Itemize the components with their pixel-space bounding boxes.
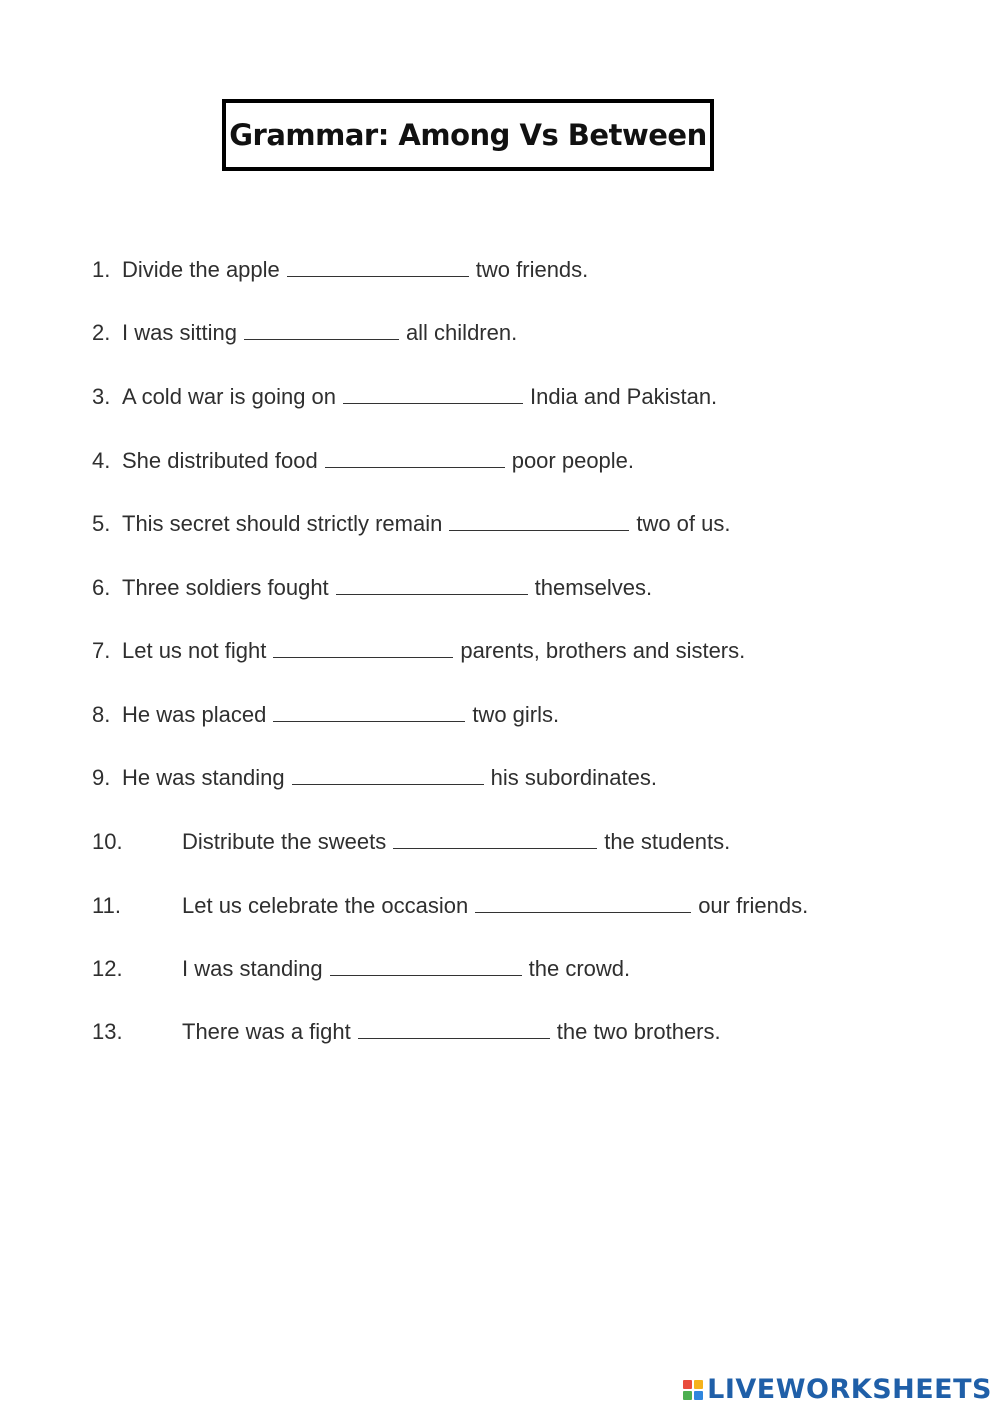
question-number: 6. (92, 575, 111, 600)
question-number: 2. (92, 320, 111, 345)
question-text-before: I was standing (182, 956, 323, 981)
question-text-after: all children. (405, 320, 518, 345)
liveworksheets-logo-icon (683, 1380, 703, 1400)
answer-blank[interactable] (292, 762, 484, 785)
question-text-after: the crowd. (528, 956, 631, 981)
question-5 (92, 508, 730, 540)
question-number: 8. (92, 702, 111, 727)
question-text-before: She distributed food (122, 448, 318, 473)
answer-blank[interactable] (244, 317, 399, 340)
question-text-after: our friends. (698, 893, 809, 918)
question-4 (92, 445, 634, 477)
question-text-before: There was a fight (182, 1019, 351, 1044)
question-text-after: his subordinates. (490, 765, 657, 790)
question-text-after: two girls. (472, 702, 560, 727)
question-11 (92, 890, 808, 922)
question-number: 13. (92, 1019, 123, 1044)
question-number: 3. (92, 384, 111, 409)
answer-blank[interactable] (273, 635, 453, 658)
answer-blank[interactable] (330, 953, 522, 976)
question-number: 10. (92, 829, 123, 854)
question-number: 11. (92, 893, 121, 918)
question-13 (92, 1016, 721, 1048)
answer-blank[interactable] (393, 826, 597, 849)
liveworksheets-logo (683, 1374, 992, 1405)
answer-blank[interactable] (343, 381, 523, 404)
answer-blank[interactable] (475, 890, 691, 913)
question-text-after: two of us. (636, 511, 731, 536)
question-text-after: themselves. (534, 575, 653, 600)
answer-blank[interactable] (273, 699, 465, 722)
question-8 (92, 699, 559, 731)
title-box (222, 99, 714, 171)
question-9 (92, 762, 657, 794)
answer-blank[interactable] (358, 1016, 550, 1039)
question-text-before: Divide the apple (122, 257, 280, 282)
question-number: 12. (92, 956, 123, 981)
question-text-after: the students. (604, 829, 731, 854)
question-text-before: Three soldiers fought (122, 575, 329, 600)
question-text-after: parents, brothers and sisters. (460, 638, 746, 663)
question-text-before: This secret should strictly remain (122, 511, 443, 536)
question-text-before: Distribute the sweets (182, 829, 387, 854)
answer-blank[interactable] (336, 572, 528, 595)
question-text-before: He was placed (122, 702, 267, 727)
question-text-after: poor people. (511, 448, 635, 473)
question-3 (92, 381, 717, 413)
worksheet-title: Grammar: Among Vs Between (229, 118, 707, 152)
question-text-before: A cold war is going on (122, 384, 337, 409)
question-text-before: Let us celebrate the occasion (182, 893, 469, 918)
question-text-before: I was sitting (122, 320, 237, 345)
question-number: 7. (92, 638, 111, 663)
question-text-after: two friends. (475, 257, 589, 282)
question-10 (92, 826, 730, 858)
question-12 (92, 953, 630, 985)
answer-blank[interactable] (287, 254, 469, 277)
question-number: 9. (92, 765, 111, 790)
question-text-after: India and Pakistan. (530, 384, 718, 409)
question-1 (92, 254, 588, 286)
question-number: 4. (92, 448, 111, 473)
question-number: 5. (92, 511, 111, 536)
question-text-before: Let us not fight (122, 638, 267, 663)
question-2 (92, 317, 517, 349)
answer-blank[interactable] (449, 508, 629, 531)
logo-text: LIVEWORKSHEETS (707, 1374, 992, 1405)
question-7 (92, 635, 745, 667)
answer-blank[interactable] (325, 445, 505, 468)
question-6 (92, 572, 652, 604)
question-text-before: He was standing (122, 765, 285, 790)
question-number: 1. (92, 257, 111, 282)
question-text-after: the two brothers. (556, 1019, 721, 1044)
